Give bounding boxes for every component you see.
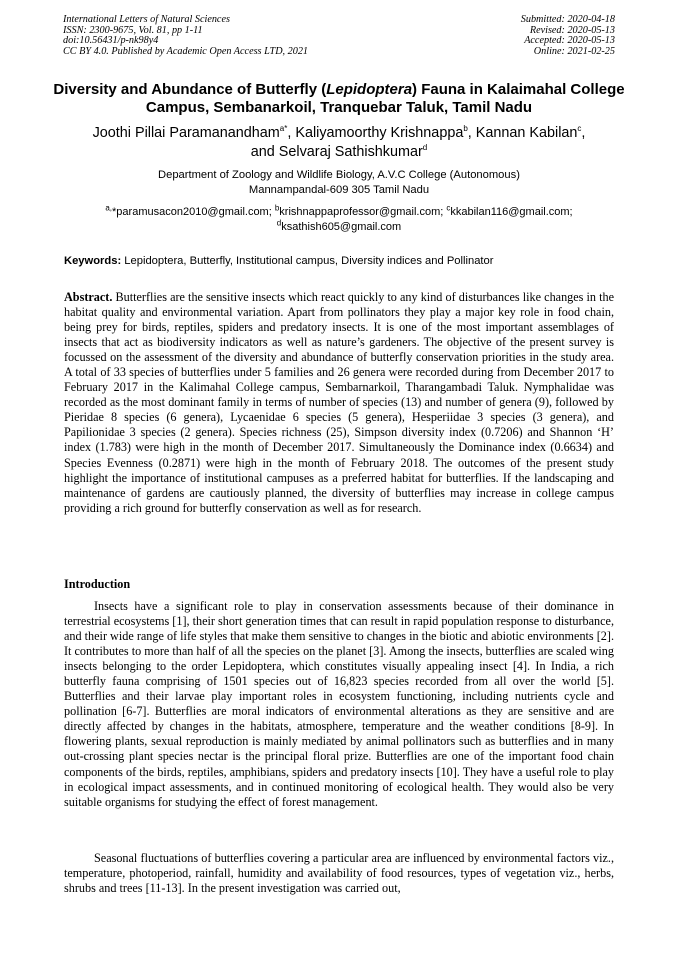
affiliation-line: Mannampandal-609 305 Tamil Nadu bbox=[248, 184, 430, 196]
email-address: ksathish605@gmail.com bbox=[281, 220, 402, 233]
title-part1: Diversity and Abundance of Butterfly ( bbox=[53, 81, 327, 98]
author-list bbox=[40, 124, 638, 162]
paper-title bbox=[40, 81, 638, 117]
keywords-text: Lepidoptera, Butterfly, Institutional campus, Diversity indices and Pollinator bbox=[121, 255, 494, 267]
author-name: Kaliyamoorthy Krishnappa bbox=[295, 125, 464, 141]
author-name: Kannan Kabilan bbox=[475, 125, 578, 141]
keywords-label: Keywords: bbox=[64, 255, 122, 267]
author-separator: , bbox=[287, 125, 296, 141]
author-name: Joothi Pillai Paramanandham bbox=[92, 125, 280, 141]
intro-paragraph: Seasonal fluctuations of butterflies covering a particular area are influenced by environmental factors viz., temperature, photoperiod, rainfall, humidity and availability of food resources, types of vegetation viz., herbs, shrubs and trees [11-13]. In the present investigation was carried out, bbox=[64, 851, 614, 896]
revised-date: Revised: 2020-05-13 bbox=[529, 24, 615, 36]
journal-issn: ISSN: 2300-9675, Vol. 81, pp 1-11 bbox=[63, 24, 203, 36]
affiliation-line: Department of Zoology and Wildlife Biology, A.V.C College (Autonomous) bbox=[158, 169, 520, 181]
journal-license: CC BY 4.0. Published by Academic Open Access LTD, 2021 bbox=[63, 45, 309, 57]
author-separator: , bbox=[581, 125, 586, 141]
author-affil-mark: d bbox=[422, 143, 428, 153]
abstract-text: Butterflies are the sensitive insects which react quickly to any kind of disturbances like changes in the habitat quality and environmental variation. Apart from pollinators they play a major key role in food chain, being prey for birds, reptiles, spiders and predatory insects. It is one of the most important assemblages of insects that act as biodiversity indicators as well as nature’s gardeners. The objective of the present survey is focussed on the assessment of the diversity and abundance of butterfly conservation priorities in the study area. A total of 33 species of butterflies under 5 families and 26 genera were recorded during from December 2017 to February 2017 in the Kalimahal College campus, Sembarnarkoil, Tharangambadi Taluk. Nymphalidae was recorded as the most dominant family in terms of number of species (13) and number of genera (9), followed by Pieridae 8 species (6 genera), Lycaenidae 6 species (5 genera), Hesperiidae 3 species (3 genera), and Papilionidae 3 species (2 genera). Species richness (25), Simpson diversity index (0.7206) and Shannon ‘H’ index (1.783) were high in the month of December 2017. Simultaneously the Dominance index (0.6634) and Species Evenness (0.2871) were high in the month of February 2018. The outcomes of the present study highlight the importance of institutional campuses as a preferred habitat for butterflies. If the landscaping and maintenance of gardens are cautiously planned, the diversity of butterflies may increase in college campus providing a rich ground for butterfly conservation as well as for research. bbox=[64, 290, 614, 515]
accepted-date: Accepted: 2020-05-13 bbox=[524, 35, 615, 47]
author-affil-mark: b bbox=[463, 124, 468, 134]
article-dates bbox=[521, 15, 615, 57]
keywords bbox=[64, 254, 614, 268]
author-affil-mark: c bbox=[577, 124, 582, 134]
email-address: *paramusacon2010@gmail.com; bbox=[112, 206, 275, 218]
journal-name: International Letters of Natural Sciences bbox=[63, 14, 230, 25]
submitted-date: Submitted: 2020-04-18 bbox=[520, 14, 615, 25]
online-date: Online: 2021-02-25 bbox=[533, 45, 615, 57]
email-address: krishnappaprofessor@gmail.com; bbox=[279, 206, 447, 218]
email-address: kkabilan116@gmail.com; bbox=[450, 206, 573, 218]
email-mark: a, bbox=[105, 203, 113, 213]
email-mark: c bbox=[446, 203, 451, 213]
intro-paragraph: Insects have a significant role to play in conservation assessments because of their dominance in terrestrial ecosystems [1], their short generation times that can result in rapid population response to disturbance, and their wide range of life styles that make them sensitive to changes in the biotic and abiotic environments [2]. It contributes to more than half of all the species on the planet [3]. Among the insects, butterflies are scaled wing insects belonging to the order Lepidoptera, which constitutes visually appealing insect [4]. In India, a rich butterfly fauna comprising of 1501 species out of 16,823 species recorded from all over the world [5]. Butterflies and their larvae play important roles in ecosystem functioning, including nutrients cycle and pollination [6-7]. Butterflies are moral indicators of environmental alterations as they are sensitive and are directly affected by changes in the habitats, atmosphere, temperature and the weather conditions [8-9]. In flowering plants, sexual reproduction is mainly mediated by animal pollinators such as butterflies and in many out-crossing plant species nectar is the principal floral prize. Butterflies are one of the important food chain components of the birds, reptiles, amphibians, spiders and predatory insects [10]. They have a useful role to play in ecological impact assessments, and in continued monitoring of ecological health. They would also be very suitable organisms for studying the effect of forest management. bbox=[64, 599, 614, 809]
affiliation bbox=[40, 168, 638, 198]
journal-info bbox=[63, 15, 308, 57]
email-mark: d bbox=[276, 217, 282, 227]
author-name: and Selvaraj Sathishkumar bbox=[250, 144, 423, 160]
author-affil-mark: a* bbox=[279, 124, 288, 134]
section-heading: Introduction bbox=[64, 577, 131, 591]
title-part2: ) Fauna in Kalaimahal College Campus, Sembanarkoil, Tranquebar Taluk, Tamil Nadu bbox=[145, 81, 625, 116]
email-mark: b bbox=[274, 203, 280, 213]
abstract bbox=[64, 290, 614, 516]
author-separator: , bbox=[467, 125, 476, 141]
title-italic: Lepidoptera bbox=[326, 81, 413, 98]
journal-doi: doi:10.56431/p-nk98y4 bbox=[63, 35, 159, 47]
abstract-label: Abstract. bbox=[64, 290, 113, 304]
author-emails bbox=[40, 205, 638, 234]
